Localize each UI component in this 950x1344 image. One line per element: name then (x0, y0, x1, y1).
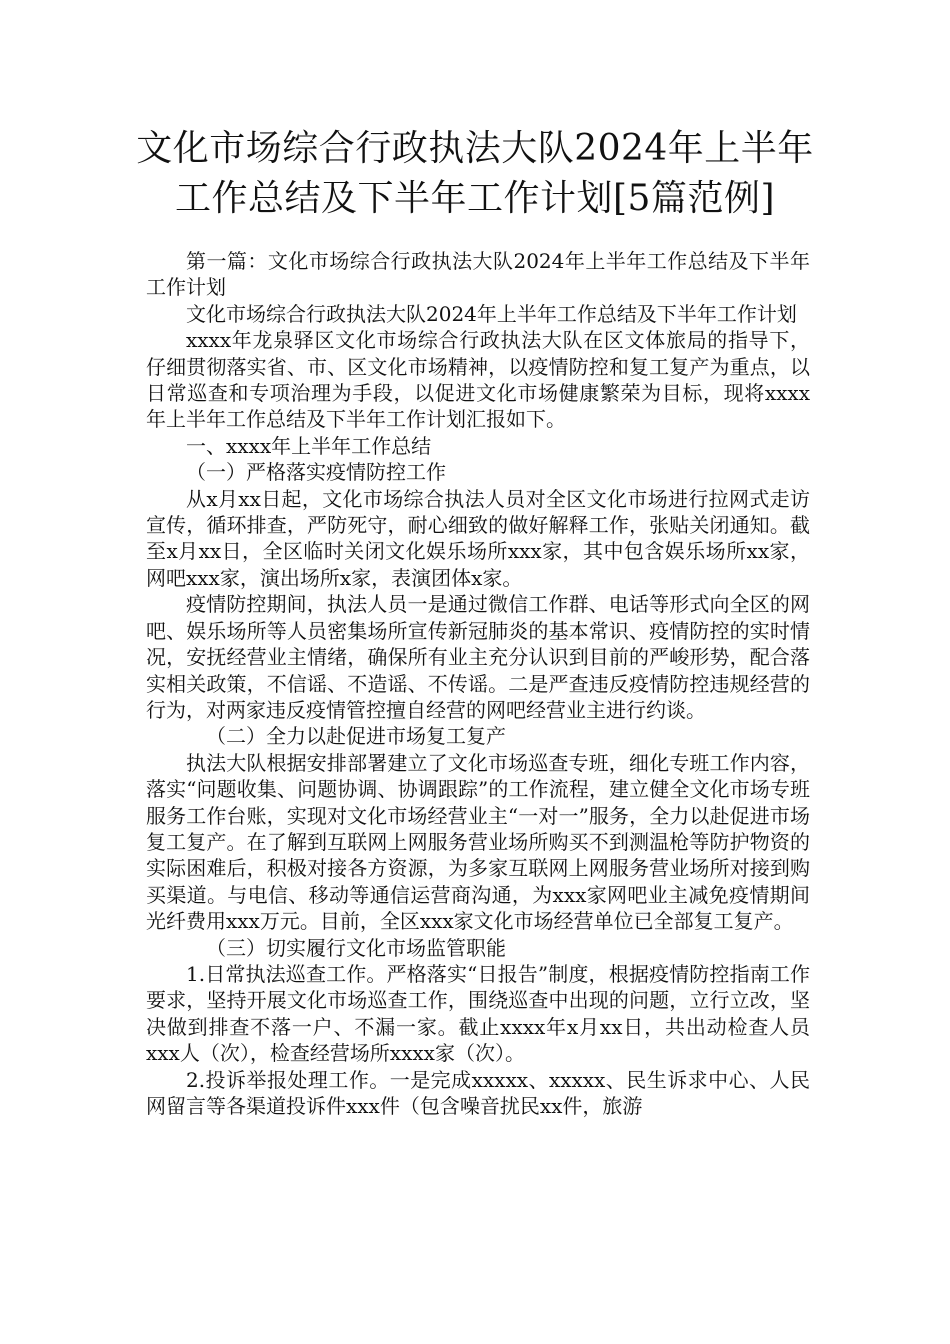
document-title (120, 124, 830, 224)
heading-subsection-3: （三）切实履行文化市场监管职能 (206, 935, 506, 960)
title-line-2: 工作总结及下半年工作计划[5篇范例] (175, 178, 775, 219)
paragraph-subtitle: 文化市场综合行政执法大队2024年上半年工作总结及下半年工作计划 (186, 301, 797, 326)
paragraph-section-heading: 第一篇：文化市场综合行政执法大队2024年上半年工作总结及下半年工作计划 (146, 249, 810, 300)
paragraph: 疫情防控期间，执法人员一是通过微信工作群、电话等形式向全区的网吧、娱乐场所等人员密集场所宣传新冠肺炎的基本常识、疫情防控的实时情况，安抚经营业主情绪，确保所有业主充分认识到目前的严峻形势，配合落实相关政策，不信谣、不造谣、不传谣。二是严查违反疫情防控违规经营的行为，对两家违反疫情管控擅自经营的网吧经营业主进行约谈。 (146, 592, 810, 722)
heading-part-one: 一、xxxx年上半年工作总结 (186, 433, 432, 458)
paragraph: 1.日常执法巡查工作。严格落实“日报告”制度，根据疫情防控指南工作要求，坚持开展文化市场巡查工作，围绕巡查中出现的问题，立行立改，坚决做到排查不落一户、不漏一家。截止xxxx年x月xx日，共出动检查人员xxx人（次），检查经营场所xxxx家（次）。 (146, 961, 810, 1066)
paragraph: 从x月xx日起，文化市场综合执法人员对全区文化市场进行拉网式走访宣传，循环排查，严防死守，耐心细致的做好解释工作，张贴关闭通知。截至x月xx日，全区临时关闭文化娱乐场所xxx家，其中包含娱乐场所xx家，网吧xxx家，演出场所x家，表演团体x家。 (146, 486, 810, 590)
paragraph-intro: xxxx年龙泉驿区文化市场综合行政执法大队在区文体旅局的指导下，仔细贯彻落实省、市、区文化市场精神，以疫情防控和复工复产为重点，以日常巡查和专项治理为手段，以促进文化市场健康繁荣为目标，现将xxxx年上半年工作总结及下半年工作计划汇报如下。 (146, 328, 810, 432)
heading-subsection-2: （二）全力以赴促进市场复工复产 (206, 724, 506, 749)
document-body (146, 248, 810, 1119)
paragraph: 2.投诉举报处理工作。一是完成xxxxx、xxxxx、民生诉求中心、人民网留言等各渠道投诉件xxx件（包含噪音扰民xx件，旅游 (146, 1067, 810, 1118)
paragraph: 执法大队根据安排部署建立了文化市场巡查专班，细化专班工作内容，落实“问题收集、问题协调、协调跟踪”的工作流程，建立健全文化市场专班服务工作台账，实现对文化市场经营业主“一对一”服务，全力以赴促进市场复工复产。在了解到互联网上网服务营业场所购买不到测温枪等防护物资的实际困难后，积极对接各方资源，为多家互联网上网服务营业场所对接到购买渠道。与电信、移动等通信运营商沟通，为xxx家网吧业主减免疫情期间光纤费用xxx万元。目前，全区xxx家文化市场经营单位已全部复工复产。 (146, 750, 810, 934)
title-line-1: 文化市场综合行政执法大队2024年上半年 (136, 128, 814, 169)
heading-subsection-1: （一）严格落实疫情防控工作 (186, 460, 446, 485)
